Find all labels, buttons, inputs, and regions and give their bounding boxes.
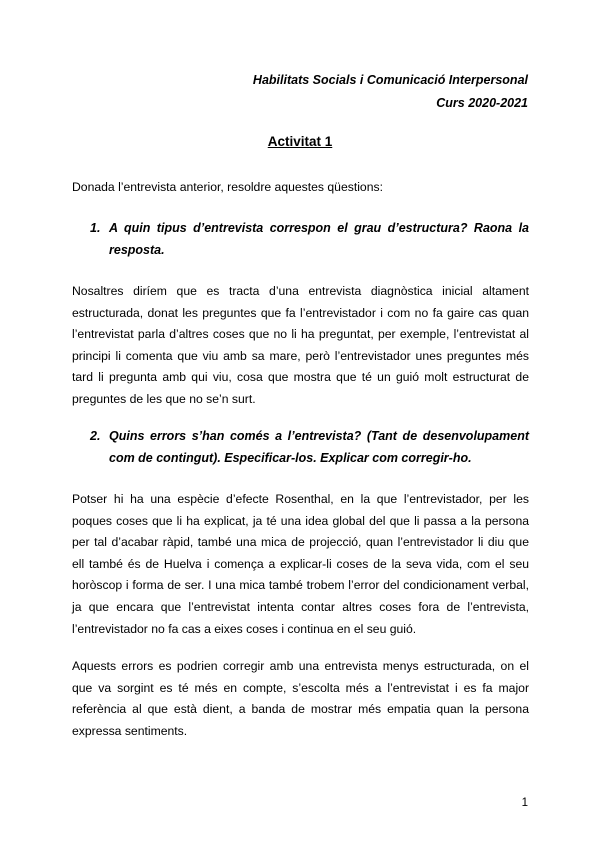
question-2 (90, 426, 529, 469)
question-1-text: A quin tipus d’entrevista correspon el grau d’estructura? Raona la resposta. (109, 221, 529, 257)
course-year: Curs 2020-2021 (436, 96, 528, 110)
answer-1-paragraph: Nosaltres diríem que es tracta d’una entrevista diagnòstica inicial altament estructurada, donat les preguntes que fa l’entrevistador i com no fa gaire cas quan l’entrevistat parla d’altres coses que no li ha preguntat, per exemple, l’entrevistat al principi li comenta que viu amb sa mare, però l’entrevistador unes preguntes més tard li pregunta amb qui viu, cosa que mostra que té un guió molt estructurat de preguntes de les que no se’n surt. (72, 284, 529, 406)
page-number: 1 (521, 797, 528, 809)
course-title: Habilitats Socials i Comunicació Interpersonal (252, 73, 528, 87)
activity-title: Activitat 1 (267, 134, 333, 149)
answer-2-paragraph: Potser hi ha una espècie d’efecte Rosenthal, en la que l’entrevistador, per les poques coses que li ha explicat, ja té una idea global del que li passa a la persona per tal d’acabar ràpid, també una mica de projecció, quan l’entrevistador li diu que ell també és de Huelva i comença a explicar-li coses de la seva vida, com el seu horòscop i forma de ser. I una mica també trobem l’error del condicionament verbal, ja que encara que l’entrevistat intenta contar altres coses fora de l’entrevista, l’entrevistador no fa cas a eixes coses i continua en el seu guió. (72, 492, 529, 636)
answer-3-paragraph: Aquests errors es podrien corregir amb una entrevista menys estructurada, on el que va sorgint es té més en compte, s’escolta més a l’entrevistat i es fa major referència al que està dient, a banda de mostrar més empatia quan la persona expressa sentiments. (72, 659, 529, 738)
question-1-number: 1. (90, 221, 101, 235)
question-2-text: Quins errors s’han comés a l’entrevista? (Tant de desenvolupament com de contingut). Especificar-los. Explicar com corregir-ho. (109, 429, 529, 465)
question-1 (90, 218, 529, 261)
intro-paragraph: Donada l’entrevista anterior, resoldre aquestes qüestions: (72, 180, 383, 194)
question-2-number: 2. (90, 429, 101, 443)
document-header (253, 69, 528, 115)
